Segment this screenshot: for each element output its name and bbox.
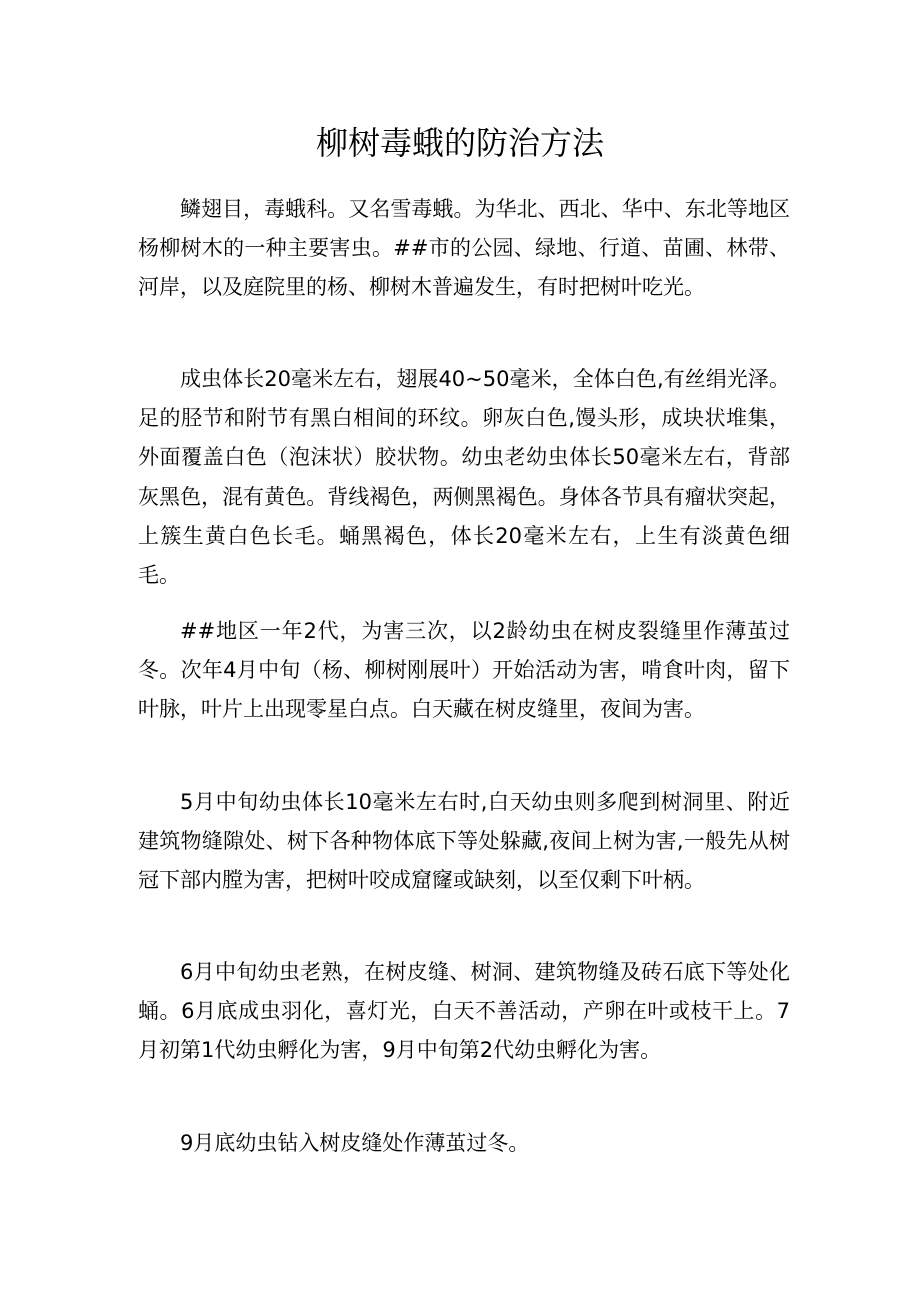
document-title: 柳树毒蛾的防治方法 bbox=[315, 124, 604, 162]
paragraph-morphology: 成虫体长20毫米左右，翅展40~50毫米，全体白色,有丝绢光泽。足的胫节和附节有黑白相间的环纹。卵灰白色,馒头形，成块状堆集，外面覆盖白色（泡沫状）胶状物。幼虫老幼虫体长50毫米左右，背部灰黑色，混有黄色。背线褐色，两侧黑褐色。身体各节具有瘤状突起，上簇生黄白色长毛。蛹黑褐色，体长20毫米左右，上生有淡黄色细毛。 bbox=[138, 367, 790, 588]
paragraph-june-july: 6月中旬幼虫老熟，在树皮缝、树洞、建筑物缝及砖石底下等处化蛹。6月底成虫羽化，喜灯光，白天不善活动，产卵在叶或枝干上。7月初第1代幼虫孵化为害，9月中旬第2代幼虫孵化为害。 bbox=[138, 960, 790, 1063]
paragraph-overwintering: 9月底幼虫钻入树皮缝处作薄茧过冬。 bbox=[180, 1131, 530, 1155]
paragraph-may-behavior: 5月中旬幼虫体长10毫米左右时,白天幼虫则多爬到树洞里、附近建筑物缝隙处、树下各种物体底下等处躲藏,夜间上树为害,一般先从树冠下部内膛为害，把树叶咬成窟窿或缺刻，以至仅剩下叶柄。 bbox=[138, 790, 790, 893]
paragraph-life-cycle: ##地区一年2代，为害三次，以2龄幼虫在树皮裂缝里作薄茧过冬。次年4月中旬（杨、柳树刚展叶）开始活动为害，啃食叶肉，留下叶脉，叶片上出现零星白点。白天藏在树皮缝里，夜间为害。 bbox=[138, 619, 790, 722]
paragraph-overview: 鳞翅目，毒蛾科。又名雪毒蛾。为华北、西北、华中、东北等地区杨柳树木的一种主要害虫。##市的公园、绿地、行道、苗圃、林带、河岸，以及庭院里的杨、柳树木普遍发生，有时把树叶吃光。 bbox=[138, 197, 790, 300]
